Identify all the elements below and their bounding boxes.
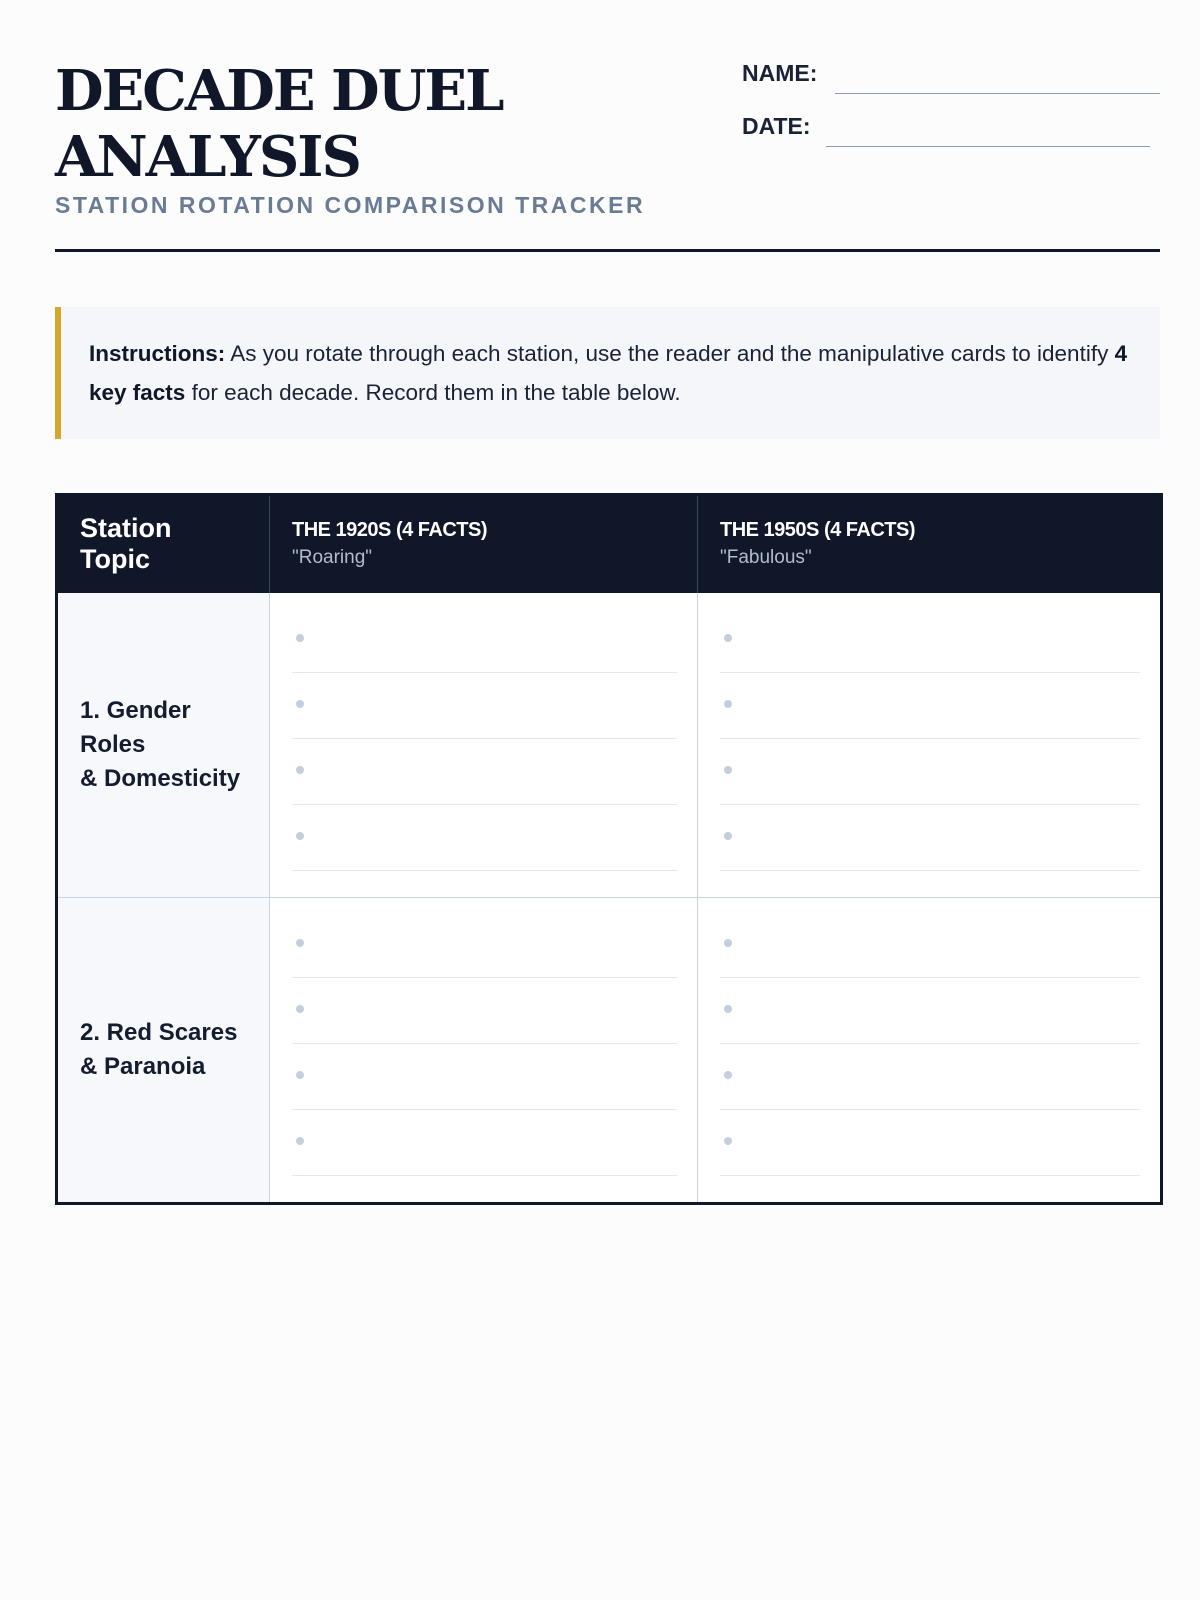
worksheet-page — [55, 0, 1160, 1080]
facts-1950s-cell — [698, 593, 1162, 898]
fact-entry-line[interactable] — [292, 1110, 677, 1176]
table-header-row — [57, 495, 1162, 593]
bullet-icon — [296, 1137, 304, 1145]
bullet-icon — [724, 1071, 732, 1079]
title-line-2: ANALYSIS — [55, 124, 360, 190]
topic-line: & Domesticity — [80, 764, 241, 792]
bullet-icon — [296, 634, 304, 642]
bullet-icon — [724, 766, 732, 774]
fact-entry-line[interactable] — [292, 805, 677, 871]
decade-1920s-nickname: "Roaring" — [292, 547, 373, 569]
bullet-icon — [296, 1071, 304, 1079]
name-label: NAME: — [742, 60, 818, 86]
fact-entry-line[interactable] — [720, 805, 1140, 871]
page-title — [55, 58, 502, 190]
facts-1920s-cell — [270, 593, 698, 898]
fact-entry-line[interactable] — [720, 978, 1140, 1044]
topic-line: & Paranoia — [80, 1052, 206, 1080]
facts-1920s-cell — [270, 897, 698, 1203]
header-divider — [55, 249, 1160, 252]
topic-line: 1. Gender Roles — [80, 696, 191, 758]
fact-entry-line[interactable] — [720, 607, 1140, 673]
topic-line: 2. Red Scares — [80, 1018, 238, 1046]
instructions-text-1: As you rotate through each station, use the reader and the manipulative cards to identify — [225, 341, 1115, 366]
bullet-icon — [724, 700, 732, 708]
fact-entry-line[interactable] — [720, 739, 1140, 805]
table-row — [57, 897, 1162, 1203]
bullet-icon — [724, 832, 732, 840]
bullet-icon — [724, 939, 732, 947]
decade-1950s-header — [698, 495, 1162, 593]
fact-entry-line[interactable] — [292, 739, 677, 805]
name-field[interactable] — [835, 93, 1160, 94]
fact-entry-line[interactable] — [292, 912, 677, 978]
decade-1950s-nickname: "Fabulous" — [720, 547, 812, 569]
bullet-icon — [724, 1005, 732, 1013]
station-topic-header: Station Topic — [57, 495, 270, 593]
fact-entry-line[interactable] — [720, 673, 1140, 739]
bullet-icon — [296, 939, 304, 947]
decade-1920s-header — [270, 495, 698, 593]
decade-1920s-title: THE 1920S (4 FACTS) — [292, 519, 488, 542]
date-label: DATE: — [742, 113, 811, 139]
instructions-text-2: for each decade. Record them in the table below. — [185, 380, 681, 405]
instructions-emphasis: 4 key facts — [89, 341, 1128, 405]
date-field[interactable] — [826, 146, 1150, 147]
station-topic-cell — [57, 593, 270, 898]
bullet-icon — [296, 700, 304, 708]
bullet-icon — [724, 634, 732, 642]
title-line-1: DECADE DUEL — [55, 58, 503, 124]
fact-entry-line[interactable] — [720, 1044, 1140, 1110]
bullet-icon — [296, 1005, 304, 1013]
fact-entry-line[interactable] — [292, 978, 677, 1044]
table-row — [57, 593, 1162, 898]
bullet-icon — [724, 1137, 732, 1145]
worksheet-header — [55, 0, 1160, 252]
station-topic-cell — [57, 897, 270, 1203]
comparison-table — [55, 493, 1163, 1205]
bullet-icon — [296, 766, 304, 774]
facts-1950s-cell — [698, 897, 1162, 1203]
page-subtitle: STATION ROTATION COMPARISON TRACKER — [55, 192, 646, 218]
fact-entry-line[interactable] — [720, 912, 1140, 978]
fact-entry-line[interactable] — [292, 607, 677, 673]
fact-entry-line[interactable] — [292, 673, 677, 739]
fact-entry-line[interactable] — [720, 1110, 1140, 1176]
decade-1950s-title: THE 1950S (4 FACTS) — [720, 519, 916, 542]
instructions-box — [55, 307, 1160, 439]
fact-entry-line[interactable] — [292, 1044, 677, 1110]
bullet-icon — [296, 832, 304, 840]
instructions-lead: Instructions: — [89, 341, 226, 366]
